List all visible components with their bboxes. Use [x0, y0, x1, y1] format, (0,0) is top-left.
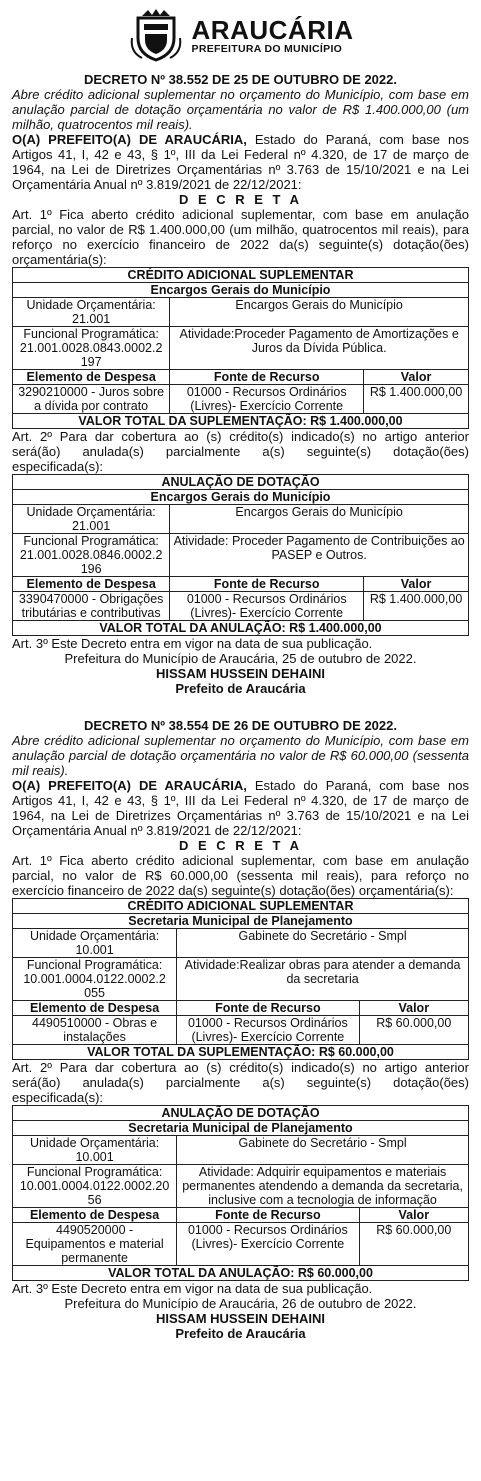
- preamble-authority: O(A) PREFEITO(A) DE ARAUCÁRIA,: [12, 132, 247, 147]
- unit-label: Unidade Orçamentária: 21.001: [13, 505, 170, 534]
- amount: R$ 1.400.000,00: [364, 592, 469, 621]
- article-2: Art. 2º Para dar cobertura ao (s) crédito(s) indicado(s) no artigo anterior será(ão) anulada(s) parcialmente a(s) seguinte(s) dotação(ões) especificada(s):: [12, 1060, 469, 1105]
- coat-of-arms-icon: [128, 8, 184, 64]
- preamble-text: Estado do Paraná, com base nos Artigos 41, I, 42 e 43, § 1º, III da Lei Federal nº 4.320, de 17 de março de 1964, na Lei de Diretrizes Orçamentárias nº 3.763 de 15/10/2021 e na Lei Orçamentária Anual nº 3.819/2021 de 22/12/2021:: [12, 132, 469, 192]
- decree-preamble: [12, 778, 469, 838]
- preamble-text: Estado do Paraná, com base nos Artigos 41, I, 42 e 43, § 1º, III da Lei Federal nº 4.320, de 17 de março de 1964, na Lei de Diretrizes Orçamentárias nº 3.763 de 15/10/2021 e na Lei Orçamentária Anual nº 3.819/2021 de 22/12/2021:: [12, 778, 469, 838]
- functional-label: Funcional Programática: 21.001.0028.0846.0002.2 196: [13, 534, 170, 577]
- table-row: [13, 385, 469, 414]
- col-header-element: Elemento de Despesa: [13, 1208, 177, 1223]
- expense-element: 3390470000 - Obrigações tributárias e contributivas: [13, 592, 170, 621]
- col-header-element: Elemento de Despesa: [13, 577, 170, 592]
- table-row: [13, 1223, 469, 1266]
- expense-element: 4490510000 - Obras e instalações: [13, 1016, 177, 1045]
- article-1: Art. 1º Fica aberto crédito adicional suplementar, com base em anulação parcial, no valor de R$ 60.000,00 (sessenta mil reais), para reforço no exercício financeiro de 2022 da(s) seguinte(s) dotação(ões) orçamentária(s):: [12, 853, 469, 898]
- resource-source: 01000 - Recursos Ordinários (Livres)- Exercício Corrente: [177, 1016, 359, 1045]
- municipal-header: [12, 6, 469, 66]
- table-heading: CRÉDITO ADICIONAL SUPLEMENTAR: [13, 268, 469, 283]
- decree-preamble: [12, 132, 469, 192]
- city-name: ARAUCÁRIA: [191, 15, 354, 45]
- table-total: VALOR TOTAL DA ANULAÇÃO: R$ 60.000,00: [13, 1266, 469, 1281]
- table-total: VALOR TOTAL DA ANULAÇÃO: R$ 1.400.000,00: [13, 621, 469, 636]
- expense-element: 3290210000 - Juros sobre a dívida por contrato: [13, 385, 170, 414]
- unit-value: Gabinete do Secretário - Smpl: [177, 1136, 469, 1165]
- col-header-value: Valor: [364, 370, 469, 385]
- unit-value: Encargos Gerais do Município: [170, 298, 469, 327]
- table-total: VALOR TOTAL DA SUPLEMENTAÇÃO: R$ 60.000,00: [13, 1045, 469, 1060]
- appropriation-annulment-table: [12, 474, 469, 636]
- resource-source: 01000 - Recursos Ordinários (Livres)- Exercício Corrente: [170, 592, 364, 621]
- resource-source: 01000 - Recursos Ordinários (Livres)- Exercício Corrente: [170, 385, 364, 414]
- article-1: Art. 1º Fica aberto crédito adicional suplementar, com base em anulação parcial, no valor de R$ 1.400.000,00 (um milhão, quatrocentos mil reais), para reforço no exercício financeiro de 2022 da(s) seguinte(s) dotação(ões) orçamentária(s):: [12, 207, 469, 267]
- decree-38554: [12, 718, 469, 1341]
- functional-label: Funcional Programática: 21.001.0028.0843.0002.2 197: [13, 327, 170, 370]
- municipal-brand: [192, 17, 354, 55]
- col-header-value: Valor: [359, 1208, 468, 1223]
- table-subheading: Secretaria Municipal de Planejamento: [13, 1121, 469, 1136]
- decreta-heading: D E C R E T A: [178, 192, 303, 207]
- decree-38552: [12, 72, 469, 696]
- signer-role: Prefeito de Araucária: [175, 1326, 306, 1341]
- place-date: Prefeitura do Município de Araucária, 25 de outubro de 2022.: [64, 651, 417, 666]
- col-header-value: Valor: [359, 1001, 468, 1016]
- col-header-value: Valor: [364, 577, 469, 592]
- signer-name: HISSAM HUSSEIN DEHAINI: [155, 666, 326, 681]
- preamble-authority: O(A) PREFEITO(A) DE ARAUCÁRIA,: [12, 778, 247, 793]
- functional-value: Atividade:Proceder Pagamento de Amortizações e Juros da Dívida Pública.: [170, 327, 469, 370]
- functional-label: Funcional Programática: 10.001.0004.0122.0002.20 56: [13, 1165, 177, 1208]
- signer-name: HISSAM HUSSEIN DEHAINI: [155, 1311, 326, 1326]
- functional-label: Funcional Programática: 10.001.0004.0122.0002.2 055: [13, 958, 177, 1001]
- supplementary-credit-table: [12, 898, 469, 1060]
- unit-value: Encargos Gerais do Município: [170, 505, 469, 534]
- resource-source: 01000 - Recursos Ordinários (Livres)- Exercício Corrente: [177, 1223, 359, 1266]
- col-header-source: Fonte de Recurso: [170, 370, 364, 385]
- col-header-source: Fonte de Recurso: [177, 1001, 359, 1016]
- functional-value: Atividade: Adquirir equipamentos e materiais permanentes atendendo a demanda da secretaria, inclusive com a tecnologia de informação: [177, 1165, 469, 1208]
- table-heading: ANULAÇÃO DE DOTAÇÃO: [13, 1106, 469, 1121]
- functional-value: Atividade: Proceder Pagamento de Contribuições ao PASEP e Outros.: [170, 534, 469, 577]
- decree-summary: Abre crédito adicional suplementar no orçamento do Município, com base em anulação parcial de dotação orçamentária no valor de R$ 60.000,00 (sessenta mil reais).: [12, 733, 469, 778]
- table-row: [13, 1016, 469, 1045]
- col-header-element: Elemento de Despesa: [13, 370, 170, 385]
- table-heading: ANULAÇÃO DE DOTAÇÃO: [13, 475, 469, 490]
- article-2: Art. 2º Para dar cobertura ao (s) crédito(s) indicado(s) no artigo anterior será(ão) anulada(s) parcialmente a(s) seguinte(s) dotação(ões) especificada(s):: [12, 429, 469, 474]
- col-header-source: Fonte de Recurso: [170, 577, 364, 592]
- table-heading: CRÉDITO ADICIONAL SUPLEMENTAR: [13, 899, 469, 914]
- amount: R$ 60.000,00: [359, 1016, 468, 1045]
- decree-title: DECRETO Nº 38.552 DE 25 DE OUTUBRO DE 2022.: [83, 72, 397, 87]
- article-3: Art. 3º Este Decreto entra em vigor na data de sua publicação.: [12, 636, 373, 651]
- col-header-source: Fonte de Recurso: [177, 1208, 359, 1223]
- table-subheading: Encargos Gerais do Município: [13, 490, 469, 505]
- article-3: Art. 3º Este Decreto entra em vigor na data de sua publicação.: [12, 1281, 373, 1296]
- city-subtitle: PREFEITURA DO MUNICÍPIO: [191, 43, 343, 55]
- signer-role: Prefeito de Araucária: [175, 681, 306, 696]
- decreta-heading: D E C R E T A: [178, 838, 303, 853]
- decree-summary: Abre crédito adicional suplementar no orçamento do Município, com base em anulação parcial de dotação orçamentária no valor de R$ 1.400.000,00 (um milhão, quatrocentos mil reais).: [12, 87, 469, 132]
- unit-label: Unidade Orçamentária: 10.001: [13, 1136, 177, 1165]
- decree-title: DECRETO Nº 38.554 DE 26 DE OUTUBRO DE 2022.: [83, 718, 397, 733]
- table-subheading: Secretaria Municipal de Planejamento: [13, 914, 469, 929]
- table-subheading: Encargos Gerais do Município: [13, 283, 469, 298]
- col-header-element: Elemento de Despesa: [13, 1001, 177, 1016]
- functional-value: Atividade:Realizar obras para atender a demanda da secretaria: [177, 958, 469, 1001]
- appropriation-annulment-table: [12, 1105, 469, 1281]
- table-total: VALOR TOTAL DA SUPLEMENTAÇÃO: R$ 1.400.000,00: [13, 414, 469, 429]
- unit-value: Gabinete do Secretário - Smpl: [177, 929, 469, 958]
- table-row: [13, 592, 469, 621]
- place-date: Prefeitura do Município de Araucária, 26 de outubro de 2022.: [64, 1296, 417, 1311]
- supplementary-credit-table: [12, 267, 469, 429]
- unit-label: Unidade Orçamentária: 10.001: [13, 929, 177, 958]
- amount: R$ 1.400.000,00: [364, 385, 469, 414]
- expense-element: 4490520000 - Equipamentos e material permanente: [13, 1223, 177, 1266]
- amount: R$ 60.000,00: [359, 1223, 468, 1266]
- unit-label: Unidade Orçamentária: 21.001: [13, 298, 170, 327]
